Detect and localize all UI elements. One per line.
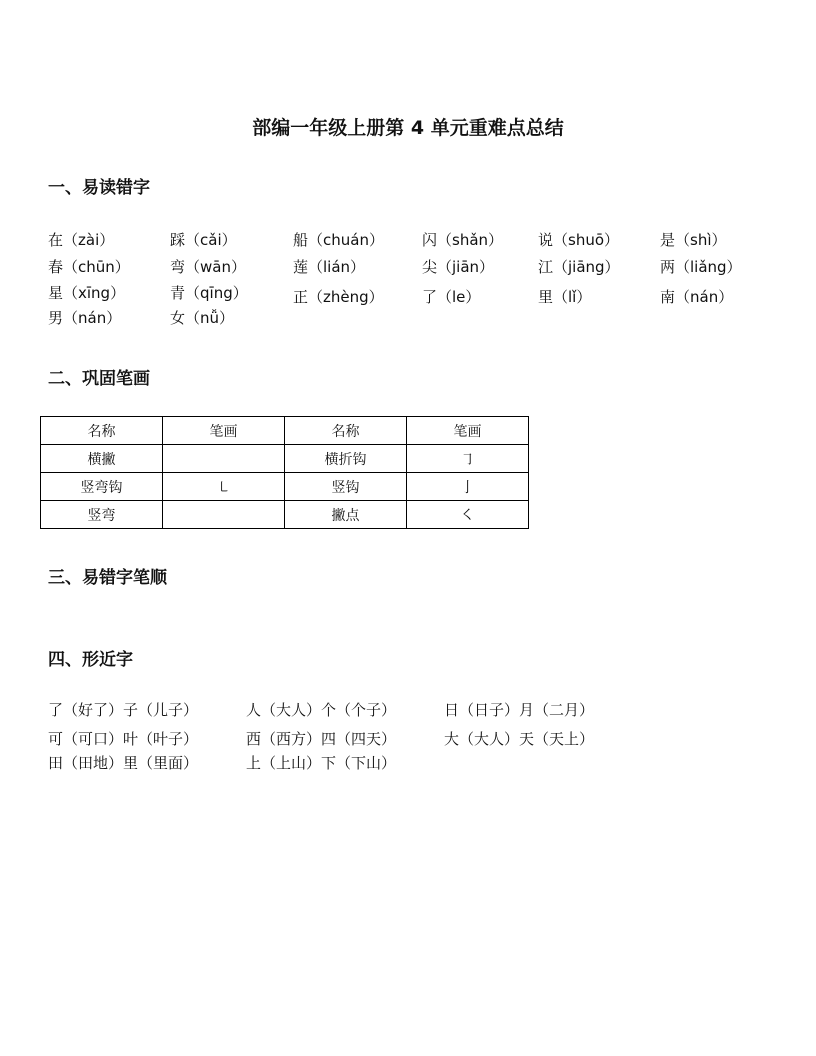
stroke-table <box>40 416 529 529</box>
header-cell: 名称 <box>285 417 407 445</box>
table-cell: 竖钩 <box>285 473 407 501</box>
section-heading-3: 三、易错字笔顺 <box>48 568 167 588</box>
similar-char-item: 了（好了）子（儿子） <box>48 701 199 719</box>
table-row <box>41 473 529 501</box>
similar-char-item: 大（大人）天（天上） <box>444 730 595 748</box>
pinyin-item: 船（chuán） <box>293 231 384 249</box>
pinyin-item: 里（lǐ） <box>538 288 592 306</box>
table-cell: 横撇 <box>41 445 163 473</box>
table-cell: ㇛ <box>407 501 529 529</box>
pinyin-item: 了（le） <box>422 288 481 306</box>
header-cell: 名称 <box>41 417 163 445</box>
page-title: 部编一年级上册第 4 单元重难点总结 <box>252 117 564 139</box>
pinyin-item: 弯（wān） <box>170 258 246 276</box>
pinyin-item: 女（nǚ） <box>170 309 235 327</box>
similar-char-item: 上（上山）下（下山） <box>246 754 397 772</box>
header-cell: 笔画 <box>163 417 285 445</box>
pinyin-item: 江（jiāng） <box>538 258 620 276</box>
table-cell: ㇄ <box>163 473 285 501</box>
section-heading-4: 四、形近字 <box>48 650 133 670</box>
table-row <box>41 445 529 473</box>
table-row <box>41 501 529 529</box>
similar-char-item: 田（田地）里（里面） <box>48 754 199 772</box>
similar-char-item: 人（大人）个（个子） <box>246 701 397 719</box>
table-cell: 竖弯钩 <box>41 473 163 501</box>
table-cell <box>163 445 285 473</box>
pinyin-item: 闪（shǎn） <box>422 231 504 249</box>
pinyin-item: 青（qīng） <box>170 284 248 302</box>
table-cell: 竖弯 <box>41 501 163 529</box>
pinyin-item: 尖（jiān） <box>422 258 495 276</box>
pinyin-item: 星（xīng） <box>48 284 126 302</box>
table-cell: 撇点 <box>285 501 407 529</box>
pinyin-item: 南（nán） <box>660 288 734 306</box>
table-cell <box>163 501 285 529</box>
pinyin-item: 春（chūn） <box>48 258 130 276</box>
similar-char-item: 西（西方）四（四天） <box>246 730 397 748</box>
table-cell: 横折钩 <box>285 445 407 473</box>
pinyin-item: 正（zhèng） <box>293 288 384 306</box>
pinyin-item: 两（liǎng） <box>660 258 742 276</box>
pinyin-item: 男（nán） <box>48 309 122 327</box>
pinyin-item: 在（zài） <box>48 231 115 249</box>
pinyin-item: 说（shuō） <box>538 231 620 249</box>
pinyin-item: 是（shì） <box>660 231 727 249</box>
pinyin-item: 踩（cǎi） <box>170 231 237 249</box>
section-heading-1: 一、易读错字 <box>48 178 150 198</box>
pinyin-item: 莲（lián） <box>293 258 366 276</box>
similar-char-item: 可（可口）叶（叶子） <box>48 730 199 748</box>
table-cell: 亅 <box>407 473 529 501</box>
table-cell: ㇆ <box>407 445 529 473</box>
similar-char-item: 日（日子）月（二月） <box>444 701 595 719</box>
header-cell: 笔画 <box>407 417 529 445</box>
table-header-row <box>41 417 529 445</box>
section-heading-2: 二、巩固笔画 <box>48 369 150 389</box>
